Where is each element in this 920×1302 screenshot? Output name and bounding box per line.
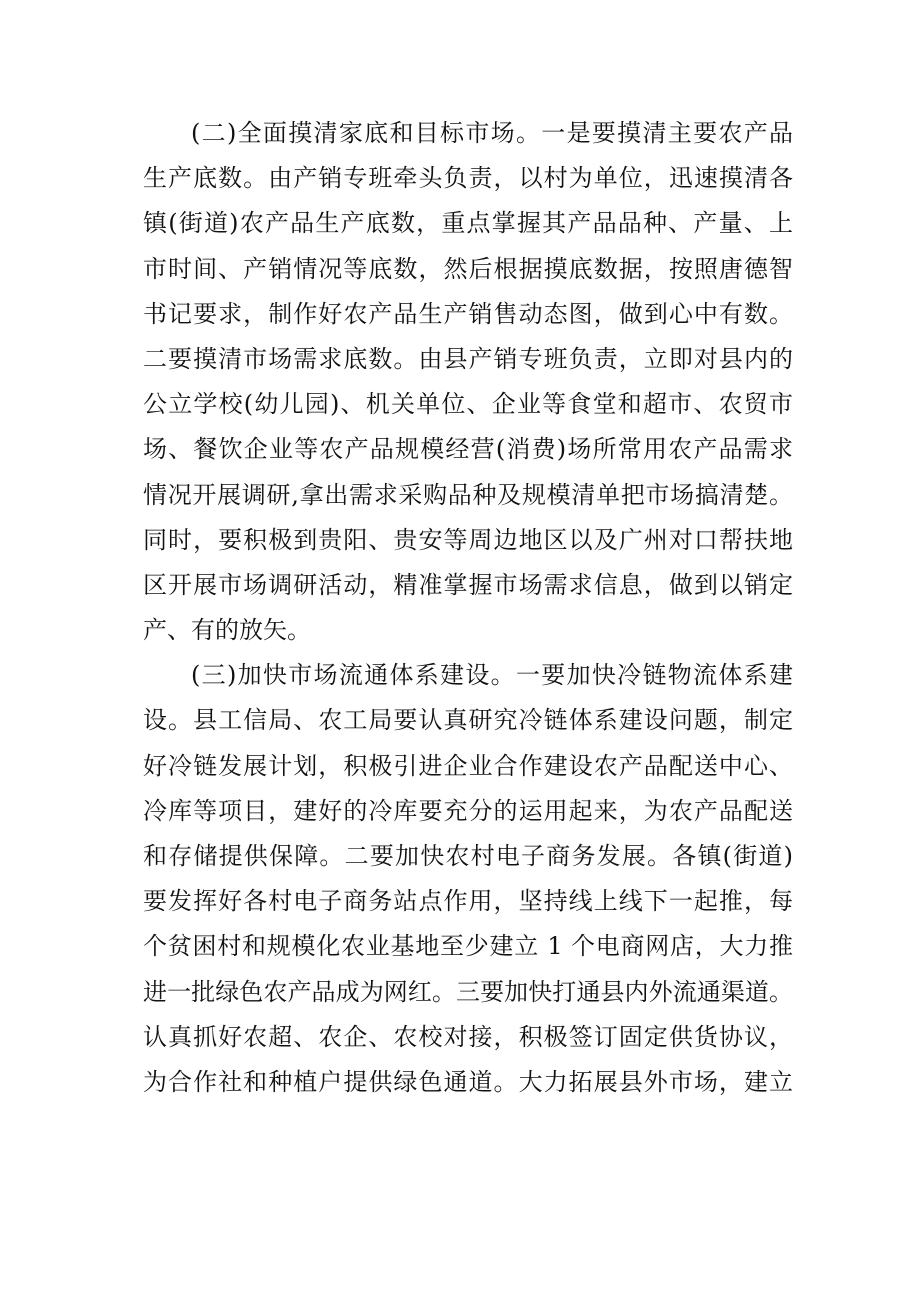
paragraph <box>143 653 793 1105</box>
text-line: 情况开展调研,拿出需求采购品种及规模清单把市场搞清楚。 <box>143 480 793 509</box>
text-line: 市时间、产销情况等底数，然后根据摸底数据，按照唐德智 <box>143 254 793 283</box>
text-line: 区开展市场调研活动，精准掌握市场需求信息，做到以销定 <box>143 570 793 599</box>
text-line: 场、餐饮企业等农产品规模经营(消费)场所常用农产品需求 <box>143 435 793 464</box>
text-line: 生产底数。由产销专班牵头负责，以村为单位，迅速摸清各 <box>143 164 793 193</box>
text-line: 二要摸清市场需求底数。由县产销专班负责，立即对县内的 <box>143 344 793 373</box>
text-line: 和存储提供保障。二要加快农村电子商务发展。各镇(街道) <box>143 842 793 870</box>
document-body <box>143 111 793 1105</box>
text-line: 为合作社和种植户提供绿色通道。大力拓展县外市场，建立 <box>143 1067 793 1096</box>
text-line: 书记要求，制作好农产品生产销售动态图，做到心中有数。 <box>143 299 793 328</box>
text-line: 认真抓好农超、农企、农校对接，积极签订固定供货协议， <box>143 1022 793 1051</box>
text-line: 产、有的放矢。 <box>143 616 311 645</box>
text-line: 公立学校(幼儿园)、机关单位、企业等食堂和超市、农贸市 <box>143 390 793 419</box>
text-line: (三)加快市场流通体系建设。一要加快冷链物流体系建 <box>191 661 793 690</box>
text-line: 同时，要积极到贵阳、贵安等周边地区以及广州对口帮扶地 <box>143 525 793 554</box>
text-line: (二)全面摸清家底和目标市场。一是要摸清主要农产品 <box>191 119 793 147</box>
text-line: 镇(街道)农产品生产底数，重点掌握其产品品种、产量、上 <box>143 209 793 238</box>
paragraph <box>143 111 793 653</box>
text-line: 进一批绿色农产品成为网红。三要加快打通县内外流通渠道。 <box>143 977 793 1006</box>
text-line: 设。县工信局、农工局要认真研究冷链体系建设问题，制定 <box>143 706 793 735</box>
text-line: 个贫困村和规模化农业基地至少建立 1 个电商网店，大力推 <box>143 932 793 961</box>
text-line: 冷库等项目，建好的冷库要充分的运用起来，为农产品配送 <box>143 796 793 825</box>
text-line: 好冷链发展计划，积极引进企业合作建设农产品配送中心、 <box>143 751 793 780</box>
text-line: 要发挥好各村电子商务站点作用，坚持线上线下一起推，每 <box>143 887 793 916</box>
